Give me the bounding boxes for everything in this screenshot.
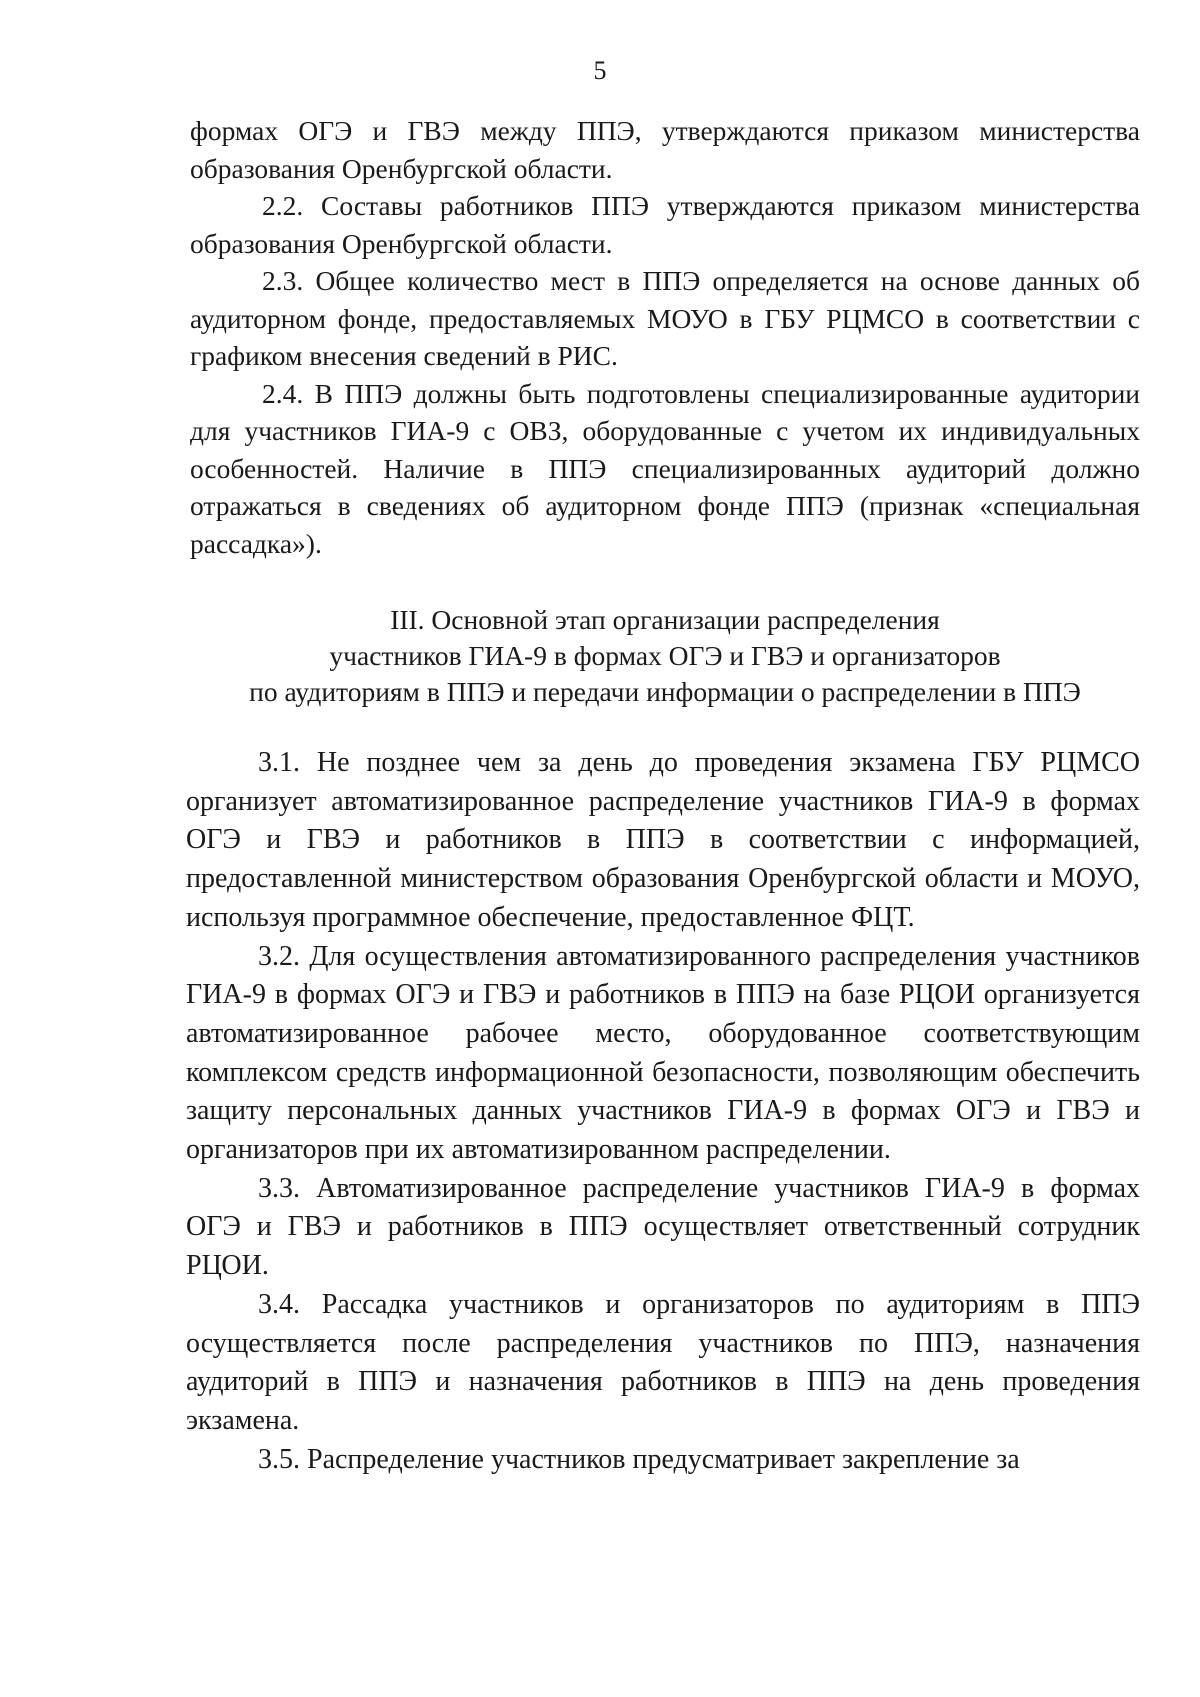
paragraph-3-5: 3.5. Распределение участников предусматривает закрепление за [258,1443,1020,1475]
paragraph-3-1: 3.1. Не позднее чем за день до проведения экзамена ГБУ РЦМСО организует автоматизированное распределение участников ГИА-9 в формах ОГЭ и ГВЭ и работников в ППЭ в соответствии с информацией, предоставленной министерством образования Оренбургской области и МОУО, используя программное обеспечение, предоставленное ФЦТ. [186,747,1140,933]
paragraph-2-2: 2.2. Составы работников ППЭ утверждаются приказом министерства образования Оренбургской области. [190,190,1140,259]
paragraph-2-4: 2.4. В ППЭ должны быть подготовлены специализированные аудитории для участников ГИА-9 с ОВЗ, оборудованные с учетом их индивидуальных особенностей. Наличие в ППЭ специализированных аудиторий должно отражаться в сведениях об аудиторном фонде ППЭ (признак «специальная рассадка»). [190,377,1140,559]
page-number: 5 [593,56,607,85]
section-3-heading-line-1: III. Основной этап организации распределения [390,604,940,635]
paragraph-3-4: 3.4. Рассадка участников и организаторов по аудиториям в ППЭ осуществляется после распределения участников по ППЭ, назначения аудиторий в ППЭ и назначения работников в ППЭ на день проведения экзамена. [186,1288,1140,1436]
section-3-heading-line-2: участников ГИА-9 в формах ОГЭ и ГВЭ и организаторов [329,640,1001,671]
section-3-heading-line-3: по аудиториям в ППЭ и передачи информации о распределении в ППЭ [249,676,1081,707]
section-3-text [186,744,1140,1479]
paragraph-3-2: 3.2. Для осуществления автоматизированного распределения участников ГИА-9 в формах ОГЭ и ГВЭ и работников в ППЭ на базе РЦОИ организуется автоматизированное рабочее место, оборудованное соответствующим комплексом средств информационной безопасности, позволяющим обеспечить защиту персональных данных участников ГИА-9 в формах ОГЭ и ГВЭ и организаторов при их автоматизированном распределении. [186,940,1140,1166]
paragraph-2-3: 2.3. Общее количество мест в ППЭ определяется на основе данных об аудиторном фонде, предоставляемых МОУО в ГБУ РЦМСО в соответствии с графиком внесения сведений в РИС. [190,265,1140,371]
paragraph-continuation: формах ОГЭ и ГВЭ между ППЭ, утверждаются приказом министерства образования Оренбургской области. [190,115,1140,184]
section-3-heading [190,602,1140,710]
section-2-text [190,112,1140,744]
paragraph-3-3: 3.3. Автоматизированное распределение участников ГИА-9 в формах ОГЭ и ГВЭ и работников в ППЭ осуществляет ответственный сотрудник РЦОИ. [186,1172,1140,1282]
